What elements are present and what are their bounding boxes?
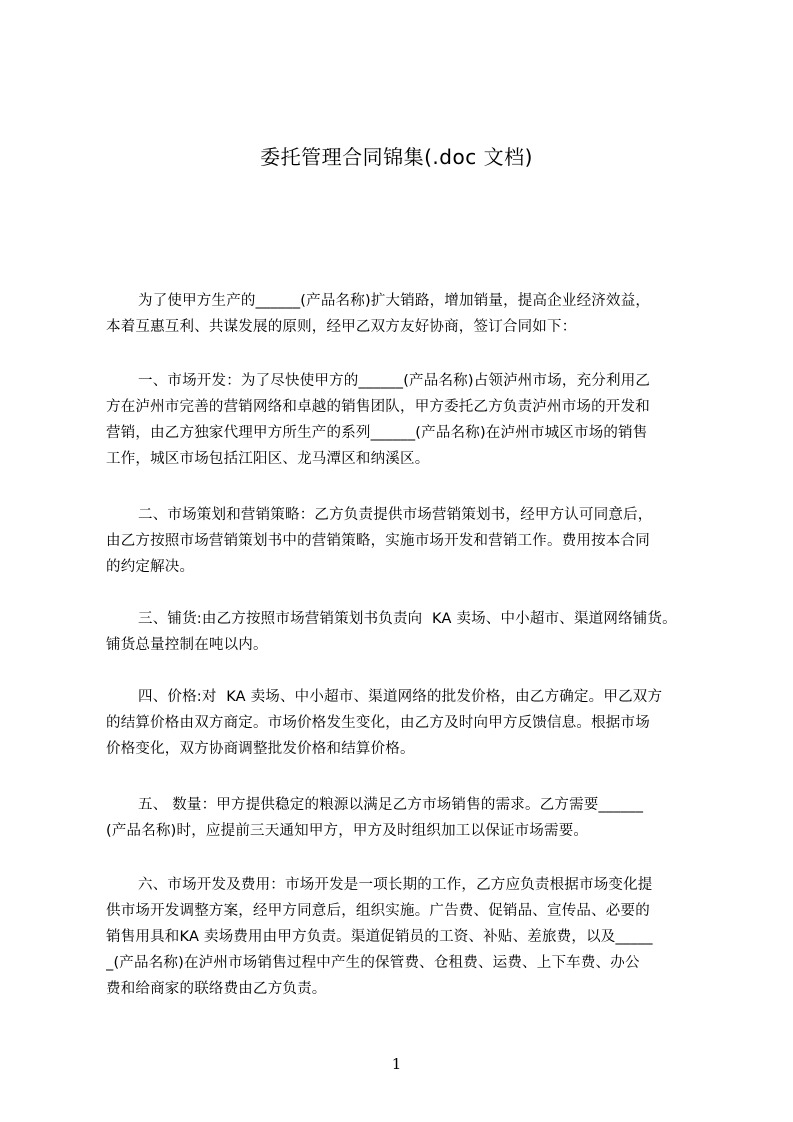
- paragraph-line: 三、铺货:由乙方按照市场营销策划书负责向 KA 卖场、中小超市、渠道网络铺货。: [138, 611, 677, 627]
- paragraph-line: (产品名称)时，应提前三天通知甲方，甲方及时组织加工以保证市场需要。: [106, 823, 589, 839]
- paragraph-line: 的约定解决。: [106, 559, 195, 575]
- paragraph-intro: [106, 288, 706, 340]
- paragraph-quantity: [106, 792, 706, 844]
- paragraph-line: 一、市场开发：为了尽快使甲方的______(产品名称)占领泸州市场，充分利用乙: [138, 373, 651, 389]
- paragraph-line: 供市场开发调整方案，经甲方同意后，组织实施。广告费、促销品、宣传品、必要的: [106, 903, 650, 919]
- paragraph-line: 由乙方按照市场营销策划书中的营销策略，实施市场开发和营销工作。费用按本合同: [106, 533, 650, 549]
- paragraph-line: 销售用具和KA 卖场费用由甲方负责。渠道促销员的工资、补贴、差旅费，以及_____: [106, 929, 653, 945]
- paragraph-line: 方在泸州市完善的营销网络和卓越的销售团队，甲方委托乙方负责泸州市场的开发和: [106, 399, 650, 415]
- paragraph-line: 的结算价格由双方商定。市场价格发生变化，由乙方及时向甲方反馈信息。根据市场: [106, 715, 650, 731]
- page-number: 1: [391, 1055, 402, 1073]
- paragraph-line: 本着互惠互利、共谋发展的原则，经甲乙双方友好协商，签订合同如下：: [106, 319, 577, 335]
- paragraph-line: 二、市场策划和营销策略：乙方负责提供市场营销策划书，经甲方认可同意后，: [138, 507, 653, 523]
- paragraph-line: 价格变化，双方协商调整批发价格和结算价格。: [106, 741, 415, 757]
- paragraph-marketing-strategy: [106, 502, 706, 580]
- paragraph-line: 铺货总量控制在吨以内。: [106, 637, 268, 653]
- paragraph-line: 费和给商家的联络费由乙方负责。: [106, 981, 327, 997]
- paragraph-distribution: [106, 606, 706, 658]
- paragraph-line: 五、 数量：甲方提供稳定的粮源以满足乙方市场销售的需求。乙方需要______: [138, 797, 644, 813]
- document-title: 委托管理合同锦集(.doc 文档): [260, 145, 533, 169]
- paragraph-line: 工作，城区市场包括江阳区、龙马潭区和纳溪区。: [106, 451, 430, 467]
- paragraph-line: 营销，由乙方独家代理甲方所生产的系列______(产品名称)在泸州市城区市场的销售: [106, 425, 648, 441]
- paragraph-line: 为了使甲方生产的______(产品名称)扩大销路，增加销量，提高企业经济效益，: [138, 293, 651, 309]
- paragraph-market-development: [106, 368, 706, 472]
- paragraph-line: 六、市场开发及费用：市场开发是一项长期的工作，乙方应负责根据市场变化提: [138, 877, 653, 893]
- paragraph-costs: [106, 872, 706, 1002]
- paragraph-price: [106, 684, 706, 762]
- paragraph-line: _(产品名称)在泸州市场销售过程中产生的保管费、仓租费、运费、上下车费、办公: [106, 955, 640, 971]
- paragraph-line: 四、价格:对 KA 卖场、中小超市、渠道网络的批发价格，由乙方确定。甲乙双方: [138, 689, 663, 705]
